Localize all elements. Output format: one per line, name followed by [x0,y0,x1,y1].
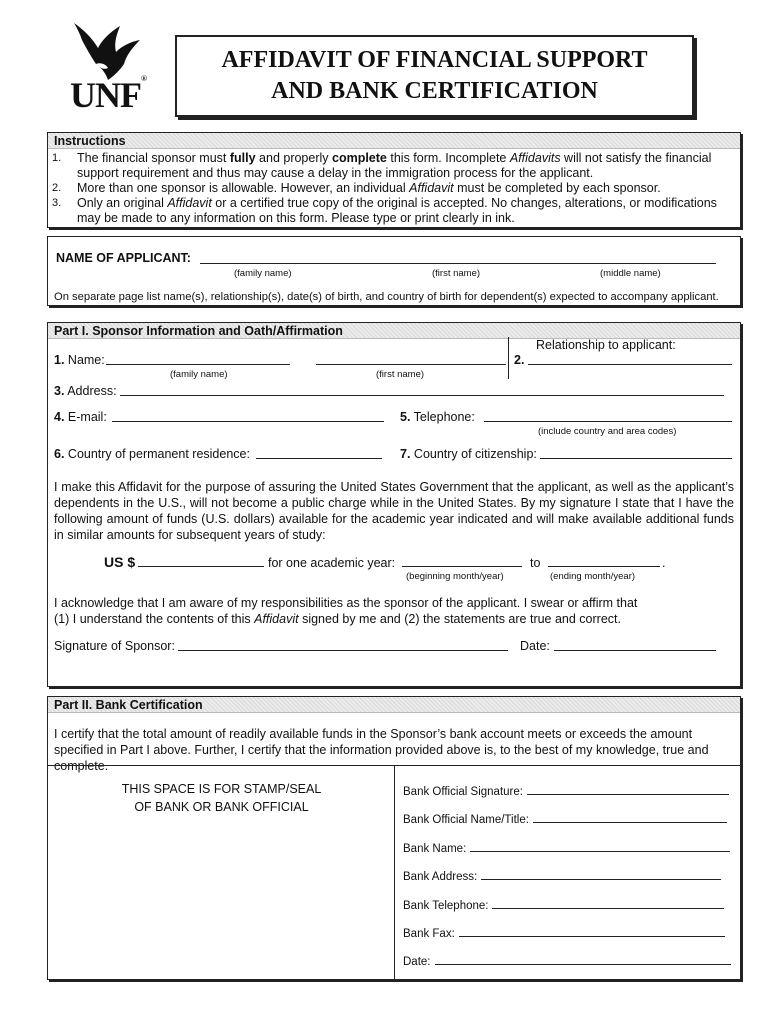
address-label: 3. Address: [54,384,117,398]
list-item: 1. The financial sponsor must fully and properly complete this form. Incomplete Affidavits will not satisfy the financial support requirement and thus may cause a delay in the immigration process for the applicant. [52,151,712,180]
telephone-label: 5. Telephone: [400,410,475,424]
bank-date-row: Date: [403,954,731,968]
unf-logo: UNF® [70,74,146,115]
relationship-field[interactable] [528,352,732,365]
first-name-caption: (first name) [376,369,425,380]
begin-month-field[interactable] [402,554,522,567]
instructions-section [47,132,741,228]
email-field[interactable] [112,409,384,422]
applicant-name-label: NAME OF APPLICANT: [56,251,191,265]
divider [508,337,509,379]
applicant-name-field[interactable] [200,251,716,264]
bank-fax-row: Bank Fax: [403,926,725,940]
sponsor-name-label: 1. Name: [54,353,105,367]
part2-heading: Part II. Bank Certification [48,697,740,713]
academic-year-label: for one academic year: [268,556,396,570]
sponsor-first-name-field[interactable] [316,352,506,365]
acknowledge-line-2: (1) I understand the contents of this Affidavit signed by me and (2) the statements are true and correct. [54,612,621,626]
title-line-2: AND BANK CERTIFICATION [271,78,598,104]
acknowledge-line-1: I acknowledge that I am aware of my responsibilities as the sponsor of the applicant. I swear or affirm that [54,596,638,610]
bank-telephone-field[interactable] [492,898,724,909]
end-month-field[interactable] [548,554,660,567]
bank-address-field[interactable] [481,869,721,880]
email-label: 4. E-mail: [54,410,107,424]
bank-certification-text: I certify that the total amount of readily available funds in the Sponsor’s bank account meets or exceeds the amount specified in Part I above. Further, I certify that the information provided above is, to the best of my knowledge, true and complete. [54,727,709,773]
part1-heading: Part I. Sponsor Information and Oath/Affirmation [48,323,740,339]
address-field[interactable] [120,383,724,396]
bank-fax-field[interactable] [459,926,725,937]
bank-official-name-field[interactable] [533,812,727,823]
begin-caption: (beginning month/year) [406,571,504,582]
first-name-caption: (first name) [432,268,481,279]
signature-field[interactable] [178,638,508,651]
bank-name-row: Bank Name: [403,841,730,855]
instructions-list [48,149,740,226]
oath-paragraph: I make this Affidavit for the purpose of assuring the United States Government that the applicant, as well as the applicant’s dependents in the U.S., will not become a public charge while in the United States. By my signature I state that I have the following amount of funds (U.S. dollars) available for the academic year indicated and will make available additional funds in similar amounts for subsequent years of study: [54,480,734,542]
dependents-note: On separate page list name(s), relationship(s), date(s) of birth, and country of birth for dependent(s) expected to accompany applicant. [54,291,719,303]
instructions-heading: Instructions [48,133,740,149]
telephone-field[interactable] [484,409,732,422]
bank-official-name-row: Bank Official Name/Title: [403,812,727,826]
bank-official-signature-field[interactable] [527,784,729,795]
end-caption: (ending month/year) [550,571,636,582]
part1-section [47,322,741,687]
telephone-caption: (include country and area codes) [538,426,677,437]
us-dollar-label: US $ [104,554,136,570]
applicant-section [47,236,741,306]
list-item: 2. More than one sponsor is allowable. However, an individual Affidavit must be completed by each sponsor. [52,181,661,195]
residence-label: 6. Country of permanent residence: [54,447,250,461]
citizenship-label: 7. Country of citizenship: [400,447,537,461]
list-item: 3. Only an original Affidavit or a certified true copy of the original is accepted. No changes, alterations, or modifications may be made to any information on this form. Please type or print clearly in ink. [52,196,717,225]
stamp-seal-area[interactable] [48,765,395,981]
title-line-1: AFFIDAVIT OF FINANCIAL SUPPORT [221,47,648,73]
date-field[interactable] [554,638,716,651]
form-title [175,35,694,117]
bank-date-field[interactable] [435,954,731,965]
date-label: Date: [520,639,550,653]
signature-label: Signature of Sponsor: [54,639,175,653]
citizenship-field[interactable] [540,446,732,459]
middle-name-caption: (middle name) [600,268,661,279]
part2-section [47,696,741,980]
family-name-caption: (family name) [234,268,292,279]
bank-address-row: Bank Address: [403,869,721,883]
sponsor-family-name-field[interactable] [106,352,290,365]
amount-field[interactable] [138,554,264,567]
relationship-label: Relationship to applicant: [536,338,676,352]
bank-official-signature-row: Bank Official Signature: [403,784,729,798]
bank-name-field[interactable] [470,841,730,852]
stamp-instructions: THIS SPACE IS FOR STAMP/SEAL OF BANK OR BANK OFFICIAL [121,782,322,814]
to-label: to [530,556,541,570]
family-name-caption: (family name) [170,369,228,380]
period-mark: . [662,556,666,570]
relationship-number: 2. [514,353,525,367]
residence-field[interactable] [256,446,382,459]
bank-fields-area [395,765,740,981]
bank-telephone-row: Bank Telephone: [403,898,724,912]
